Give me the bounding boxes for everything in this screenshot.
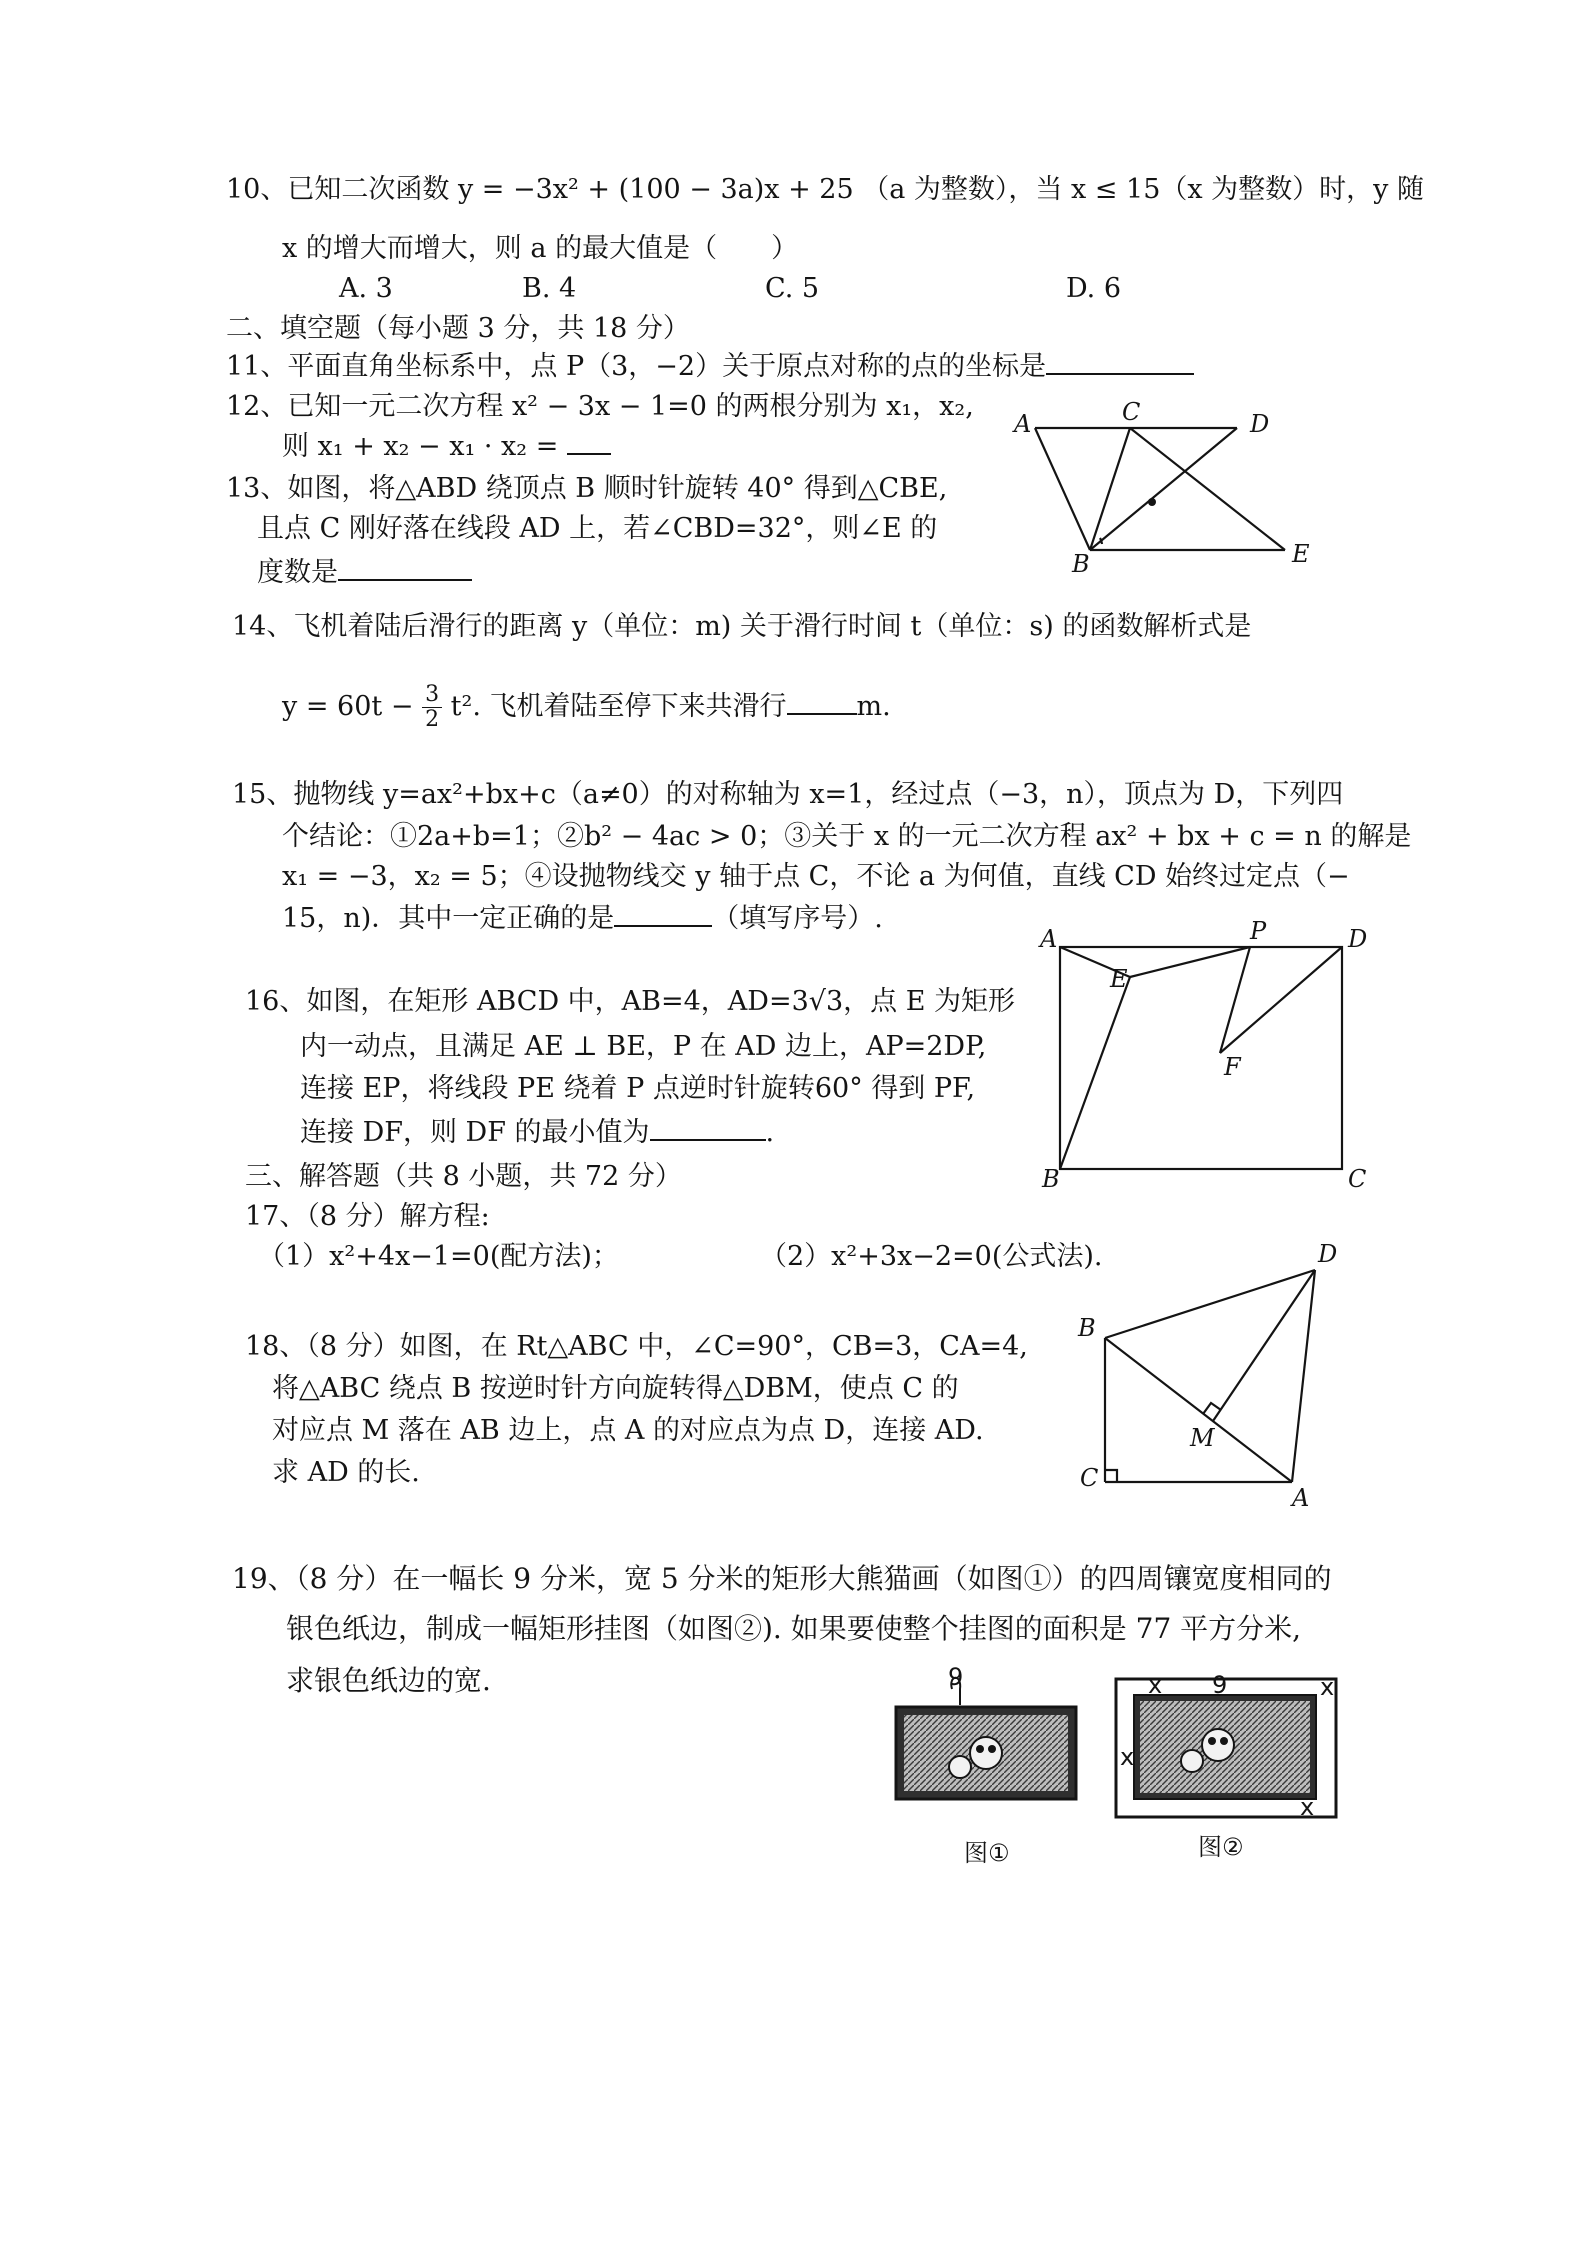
- q10-option-a: A. 3: [339, 273, 393, 304]
- q16-label-c: C: [1348, 1165, 1367, 1193]
- q16-segment-be: [1060, 977, 1130, 1169]
- q18-line1: 18、（8 分）如图，在 Rt△ABC 中，∠C=90°，CB=3，CA=4,: [245, 1331, 1028, 1362]
- q13-line2: 且点 C 刚好落在线段 AD 上，若∠CBD=32°，则∠E 的: [257, 513, 938, 544]
- section3-heading: 三、解答题（共 8 小题，共 72 分）: [245, 1161, 682, 1192]
- q13-segment-ce: [1130, 428, 1285, 550]
- q14-answer-blank[interactable]: [787, 713, 857, 715]
- q13-label-c: C: [1122, 398, 1141, 426]
- q19-fig2-dim: 9: [1212, 1671, 1228, 1699]
- q13-segment-ab: [1035, 428, 1090, 550]
- q14-line1: 14、飞机着陆后滑行的距离 y（单位：m) 关于滑行时间 t（单位：s) 的函数解析式是: [232, 611, 1252, 642]
- q10-option-b: B. 4: [522, 273, 577, 304]
- q13-angle-mark: [1100, 538, 1102, 544]
- q16-segment-df: [1220, 947, 1342, 1053]
- q18-label-a: A: [1292, 1484, 1310, 1512]
- q16-line4: [300, 1116, 774, 1150]
- q13-label-a: A: [1014, 410, 1032, 438]
- q11-text: [226, 350, 1194, 384]
- q18-label-c: C: [1080, 1464, 1099, 1492]
- q19-line1: 19、（8 分）在一幅长 9 分米，宽 5 分米的矩形大熊猫画（如图①）的四周镶宽度相同的: [232, 1562, 1332, 1595]
- q19-figure-2: [1108, 1665, 1348, 1875]
- q13-label-b: B: [1072, 550, 1090, 578]
- q15-stem-end: 15，n)．其中一定正确的是: [282, 903, 615, 934]
- q13-answer-blank[interactable]: [338, 579, 472, 581]
- q16-segment-pf: [1220, 947, 1250, 1053]
- q16-line1: 16、如图，在矩形 ABCD 中，AB=4，AD=3√3，点 E 为矩形: [245, 986, 1016, 1017]
- q19-fig1-dim: 9: [948, 1663, 964, 1691]
- q16-period: .: [765, 1117, 775, 1148]
- q14-line2: [282, 683, 891, 731]
- q18-segment-da: [1292, 1270, 1315, 1482]
- q17-part1: （1）x²+4x−1=0(配方法)；: [258, 1241, 619, 1272]
- q14-expr-post: t². 飞机着陆至停下来共滑行: [450, 691, 787, 722]
- q14-expr-pre: y = 60t −: [282, 691, 414, 722]
- q10-line2: x 的增大而增大，则 a 的最大值是（ ）: [282, 233, 799, 264]
- q16-line3: 连接 EP，将线段 PE 绕着 P 点逆时针旋转60° 得到 PF,: [300, 1073, 976, 1104]
- q18-label-m: M: [1190, 1424, 1215, 1452]
- q19-line3: 求银色纸边的宽.: [286, 1664, 491, 1697]
- q16-stem-end: 连接 DF，则 DF 的最小值为: [300, 1117, 650, 1148]
- q13-stem-end: 度数是: [257, 557, 338, 588]
- q14-frac-num: 3: [422, 683, 442, 708]
- q10-option-d: D. 6: [1066, 273, 1122, 304]
- q15-answer-blank[interactable]: [614, 925, 712, 927]
- q19-fig2-x-bottom: x: [1300, 1793, 1315, 1821]
- q18-segment-bd: [1105, 1270, 1315, 1338]
- q13-segment-bd: [1090, 428, 1237, 550]
- q16-label-b: B: [1042, 1165, 1060, 1193]
- q18-label-d: D: [1318, 1240, 1338, 1268]
- q17-title: 17、（8 分）解方程:: [245, 1201, 490, 1232]
- q13-line1: 13、如图，将△ABD 绕顶点 B 顺时针旋转 40° 得到△CBE,: [226, 473, 948, 504]
- q16-label-f: F: [1224, 1053, 1241, 1081]
- q13-label-d: D: [1250, 410, 1270, 438]
- q19-fig2-x-top: x: [1148, 1671, 1163, 1699]
- q18-label-b: B: [1078, 1314, 1096, 1342]
- q14-fraction: [422, 683, 442, 732]
- q18-segment-dm: [1213, 1270, 1315, 1421]
- q18-right-angle-c: [1105, 1470, 1117, 1482]
- q16-figure: [1030, 917, 1370, 1193]
- q19-fig1-caption: 图①: [964, 1839, 1010, 1867]
- q19-figure-1: [890, 1665, 1090, 1875]
- q12-line2: [282, 430, 611, 464]
- q13-segment-bc: [1090, 428, 1130, 550]
- q19-fig2-x-right: x: [1320, 1673, 1335, 1701]
- q15-hint: （填写序号）.: [712, 903, 883, 934]
- q16-line2: 内一动点，且满足 AE ⊥ BE，P 在 AD 边上，AP=2DP,: [300, 1031, 987, 1062]
- q12-expression: 则 x₁ + x₂ − x₁ · x₂ =: [282, 431, 559, 462]
- q11-stem: 11、平面直角坐标系中，点 P（3，−2）关于原点对称的点的坐标是: [226, 351, 1047, 382]
- q10-line1: 10、已知二次函数 y = −3x² + (100 − 3a)x + 25 （a 为整数），当 x ≤ 15（x 为整数）时，y 随: [226, 174, 1425, 205]
- q16-segment-ep: [1130, 947, 1250, 977]
- q19-fig2-caption: 图②: [1198, 1833, 1244, 1861]
- q18-line2: 将△ABC 绕点 B 按逆时针方向旋转得△DBM，使点 C 的: [272, 1373, 959, 1404]
- section2-heading: 二、填空题（每小题 3 分，共 18 分）: [226, 313, 690, 344]
- q16-rectangle-abcd: [1060, 947, 1342, 1169]
- q16-label-p: P: [1250, 917, 1267, 945]
- q18-line4: 求 AD 的长.: [272, 1457, 420, 1488]
- q13-label-e: E: [1292, 540, 1310, 568]
- q13-figure: [1010, 400, 1310, 580]
- q16-label-a: A: [1040, 925, 1058, 953]
- q14-frac-den: 2: [425, 707, 440, 732]
- q10-option-c: C. 5: [765, 273, 820, 304]
- q18-segment-ba: [1105, 1338, 1292, 1482]
- q11-answer-blank[interactable]: [1046, 373, 1194, 375]
- q19-fig1-panda-icon: [970, 1737, 1002, 1769]
- q15-line2: 个结论：①2a+b=1；②b² − 4ac > 0；③关于 x 的一元二次方程 ax² + bx + c = n 的解是: [282, 821, 1412, 852]
- q12-line1: 12、已知一元二次方程 x² − 3x − 1=0 的两根分别为 x₁，x₂,: [226, 391, 974, 422]
- q17-part2: （2）x²+3x−2=0(公式法).: [760, 1241, 1103, 1272]
- q16-label-d: D: [1348, 925, 1368, 953]
- q15-line1: 15、抛物线 y=ax²+bx+c（a≠0）的对称轴为 x=1，经过点（−3，n），顶点为 D，下列四: [232, 779, 1344, 810]
- q14-unit: m.: [856, 691, 891, 722]
- q19-line2: 银色纸边，制成一幅矩形挂图（如图②). 如果要使整个挂图的面积是 77 平方分米,: [286, 1612, 1302, 1645]
- q19-fig2-panda-icon: [1202, 1729, 1234, 1761]
- q16-answer-blank[interactable]: [650, 1139, 766, 1141]
- q13-dot: [1148, 498, 1156, 506]
- q13-line3: [257, 556, 472, 590]
- q15-line3: x₁ = −3，x₂ = 5；④设抛物线交 y 轴于点 C，不论 a 为何值，直线 CD 始终过定点（−: [282, 861, 1350, 892]
- q18-figure: [1070, 1240, 1370, 1512]
- q19-fig2-x-left: x: [1120, 1743, 1135, 1771]
- q12-answer-blank[interactable]: [567, 453, 611, 455]
- q15-line4: [282, 902, 883, 936]
- q18-line3: 对应点 M 落在 AB 边上，点 A 的对应点为点 D，连接 AD.: [272, 1415, 984, 1446]
- q16-label-e: E: [1110, 965, 1128, 993]
